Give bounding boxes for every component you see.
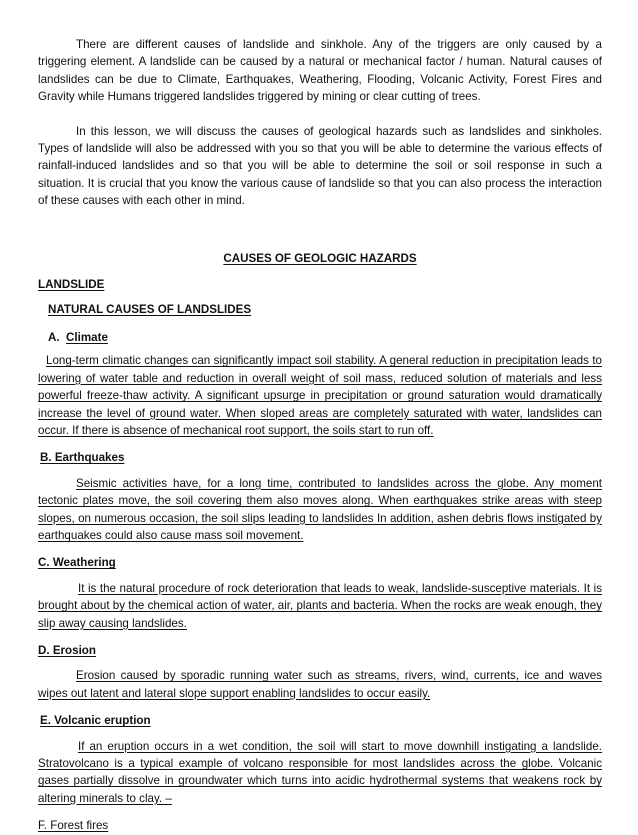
climate-body: Long-term climatic changes can significantly impact soil stability. A general reduction in precipitation leads to lowering of water table and reduction in overall weight of soil mass, reduced solution of materials and less powerful freeze-thaw activity. A significant upsurge in precipitation or ground saturation would dramatically increase the level of ground water. When sloped areas are completely saturated with water, landslides can occur. If there is absence of mechanical root support, the soils start to run off. bbox=[38, 354, 602, 437]
climate-title: Climate bbox=[66, 330, 108, 344]
erosion-body: Erosion caused by sporadic running water such as streams, rivers, wind, currents, ice and waves wipes out latent and lateral slope support enabling landslides to occur easily. bbox=[38, 669, 602, 700]
natural-causes-heading: NATURAL CAUSES OF LANDSLIDES bbox=[48, 303, 252, 317]
earthquakes-heading: B. Earthquakes bbox=[40, 451, 125, 465]
intro-paragraph-2: In this lesson, we will discuss the causes of geological hazards such as landslides and sinkholes. Types of landslide will also be addressed with you so that you will be able to determine the various effects of rainfall-induced landslides and so that you will be able to determine the soil or soil response in such a situation. It is crucial that you know the various cause of landslide so that you can also process the interaction of these causes with each other in mind. bbox=[38, 124, 602, 208]
volcanic-heading: E. Volcanic eruption bbox=[40, 714, 151, 728]
erosion-heading: D. Erosion bbox=[38, 643, 96, 657]
landslide-heading: LANDSLIDE bbox=[38, 278, 105, 292]
document-title: CAUSES OF GEOLOGIC HAZARDS bbox=[223, 251, 417, 265]
climate-heading bbox=[48, 329, 602, 346]
forest-fires-heading: F. Forest fires bbox=[38, 819, 109, 833]
weathering-heading: C. Weathering bbox=[38, 556, 116, 570]
climate-marker: A. bbox=[48, 330, 60, 344]
earthquakes-body: Seismic activities have, for a long time, contributed to landslides across the globe. Any moment tectonic plates move, the soil covering them also moves along. When earthquakes strike areas with steep slopes, on numerous occasion, the soil slips leading to landslides In addition, ashen debris flows instigated by earthquakes could also cause mass soil movement. bbox=[38, 476, 602, 542]
volcanic-body: If an eruption occurs in a wet condition, the soil will start to move downhill instigating a landslide. Stratovolcano is a typical example of volcano responsible for most landslides across the globe. Volcanic gases partially dissolve in groundwater which turns into acidic hydrothermal systems that weakens rock by altering minerals to clay. – bbox=[38, 739, 602, 805]
intro-paragraph-1: There are different causes of landslide and sinkhole. Any of the triggers are only caused by a triggering element. A landslide can be caused by a natural or mechanical factor / human. Natural causes of landslides can be due to Climate, Earthquakes, Weathering, Flooding, Volcanic Activity, Forest Fires and Gravity while Humans triggered landslides triggered by mining or clear cutting of trees. bbox=[38, 38, 602, 104]
weathering-body: It is the natural procedure of rock deterioration that leads to weak, landslide-susceptive materials. It is brought about by the chemical action of water, air, plants and bacteria. When the rocks are weak enough, they slip away causing landslides. bbox=[38, 581, 602, 630]
